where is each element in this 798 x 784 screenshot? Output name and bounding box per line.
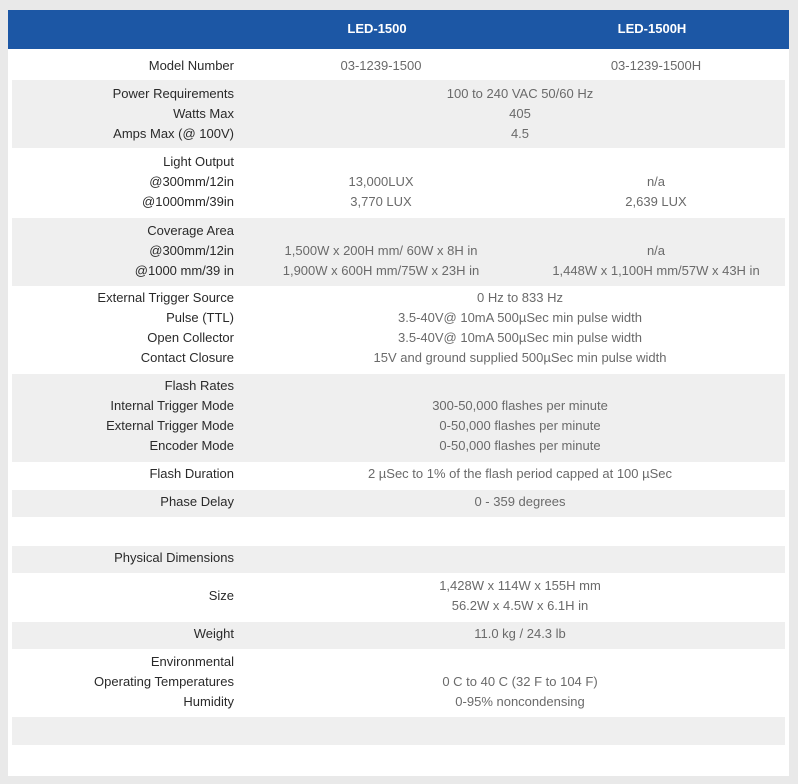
trigger-source-value: 0 Hz to 833 Hz <box>477 290 563 305</box>
row-flash-rates <box>12 374 785 462</box>
humidity-label: Humidity <box>183 694 234 709</box>
coverage-area-label: Coverage Area <box>147 223 234 238</box>
model-number-label: Model Number <box>148 58 234 73</box>
power-requirements-label: Power Requirements <box>112 86 234 101</box>
open-collector-label: Open Collector <box>147 330 234 345</box>
physical-dimensions-label: Physical Dimensions <box>114 550 234 565</box>
power-requirements-value: 100 to 240 VAC 50/60 Hz <box>446 86 594 101</box>
environmental-label: Environmental <box>150 654 234 669</box>
row-empty-grey <box>12 717 785 745</box>
encoder-mode-value: 0-50,000 flashes per minute <box>439 438 601 453</box>
row-flash-duration <box>12 463 785 489</box>
flash-duration-label: Flash Duration <box>149 466 234 481</box>
row-spacer <box>12 518 785 546</box>
row-external-trigger <box>12 287 785 373</box>
header-led-1500h: LED-1500H <box>617 21 687 36</box>
pulse-ttl-value: 3.5-40V@ 10mA 500µSec min pulse width <box>398 310 642 325</box>
phase-delay-value: 0 - 359 degrees <box>474 494 566 509</box>
phase-delay-label: Phase Delay <box>160 494 234 509</box>
watts-max-value: 405 <box>509 106 531 121</box>
model-number-led1500: 03-1239-1500 <box>340 58 422 73</box>
pulse-ttl-label: Pulse (TTL) <box>166 310 234 325</box>
light-300mm-led1500: 13,000LUX <box>348 174 414 189</box>
coverage-300mm-led1500: 1,500W x 200H mm/ 60W x 8H in <box>284 243 478 258</box>
operating-temperatures-label: Operating Temperatures <box>94 674 234 689</box>
size-label: Size <box>208 588 234 603</box>
row-phase-delay <box>12 490 785 517</box>
light-1000mm-led1500h: 2,639 LUX <box>625 194 687 209</box>
coverage-300mm-led1500h: n/a <box>646 243 666 258</box>
row-size <box>12 574 785 622</box>
row-physical-dimensions <box>12 546 785 573</box>
light-300mm-led1500h: n/a <box>646 174 666 189</box>
contact-closure-value: 15V and ground supplied 500µSec min pulse width <box>373 350 667 365</box>
external-trigger-mode-value: 0-50,000 flashes per minute <box>439 418 601 433</box>
coverage-1000mm-led1500h: 1,448W x 1,100H mm/57W x 43H in <box>552 263 760 278</box>
coverage-300mm-label: @300mm/12in <box>149 243 234 258</box>
light-1000mm-label: @1000mm/39in <box>142 194 234 209</box>
weight-value: 11.0 kg / 24.3 lb <box>474 626 566 641</box>
open-collector-value: 3.5-40V@ 10mA 500µSec min pulse width <box>398 330 642 345</box>
row-environmental <box>12 650 785 716</box>
light-output-label: Light Output <box>163 154 234 169</box>
light-300mm-label: @300mm/12in <box>149 174 234 189</box>
watts-max-label: Watts Max <box>173 106 234 121</box>
contact-closure-label: Contact Closure <box>140 350 234 365</box>
size-mm-value: 1,428W x 114W x 155H mm <box>439 578 601 593</box>
row-model-number <box>12 54 785 78</box>
row-power <box>12 80 785 148</box>
trigger-source-label: External Trigger Source <box>97 290 234 305</box>
coverage-1000mm-label: @1000 mm/39 in <box>134 263 234 278</box>
flash-duration-value: 2 µSec to 1% of the flash period capped at 100 µSec <box>367 466 673 481</box>
spec-table <box>8 10 789 776</box>
table-header <box>8 10 789 49</box>
light-1000mm-led1500: 3,770 LUX <box>350 194 412 209</box>
flash-rates-label: Flash Rates <box>164 378 234 393</box>
amps-max-label: Amps Max (@ 100V) <box>113 126 234 141</box>
internal-trigger-value: 300-50,000 flashes per minute <box>432 398 608 413</box>
coverage-1000mm-led1500: 1,900W x 600H mm/75W x 23H in <box>282 263 480 278</box>
row-weight <box>12 622 785 649</box>
row-coverage-area <box>12 218 785 286</box>
row-light-output <box>12 149 785 217</box>
model-number-led1500h: 03-1239-1500H <box>610 58 702 73</box>
external-trigger-mode-label: External Trigger Mode <box>106 418 234 433</box>
weight-label: Weight <box>193 626 234 641</box>
amps-max-value: 4.5 <box>510 126 530 141</box>
humidity-value: 0-95% noncondensing <box>455 694 585 709</box>
operating-temperatures-value: 0 C to 40 C (32 F to 104 F) <box>442 674 598 689</box>
encoder-mode-label: Encoder Mode <box>149 438 234 453</box>
size-in-value: 56.2W x 4.5W x 6.1H in <box>451 598 589 613</box>
row-empty-white <box>12 746 785 772</box>
internal-trigger-label: Internal Trigger Mode <box>110 398 234 413</box>
header-led-1500: LED-1500 <box>347 21 407 36</box>
